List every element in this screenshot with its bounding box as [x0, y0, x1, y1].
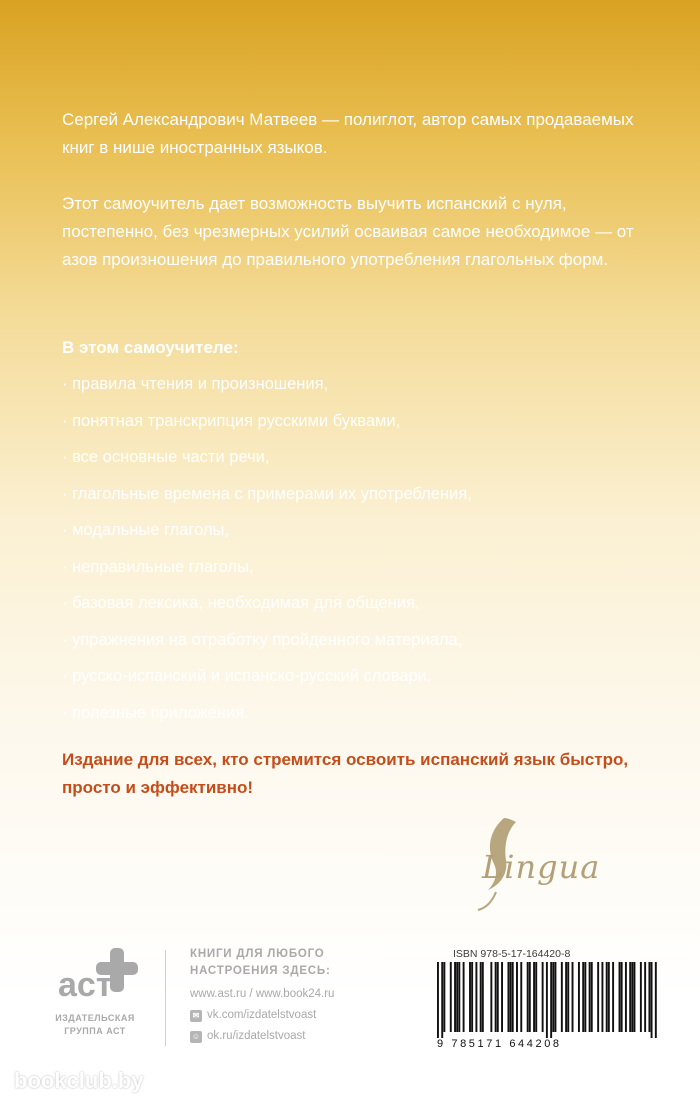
barcode-bar — [578, 962, 580, 1032]
barcode-bar — [631, 962, 633, 1032]
barcode-bar — [640, 962, 642, 1032]
list-item: · понятная транскрипция русскими буквами, — [62, 411, 401, 430]
vk-icon: ✉ — [190, 1010, 202, 1022]
barcode-bar — [608, 962, 610, 1032]
barcode-bar — [601, 962, 603, 1032]
ast-logo-icon — [40, 948, 150, 1058]
barcode-bar — [542, 962, 544, 1032]
list-item: · глагольные времена с примерами их употребления, — [62, 484, 472, 503]
barcode-bar — [495, 962, 497, 1032]
barcode-bar — [546, 962, 548, 1038]
barcode-bar — [529, 962, 531, 1032]
watermark: bookclub.by — [14, 1068, 144, 1093]
barcode-bar — [471, 962, 473, 1032]
barcode-bar — [644, 962, 646, 1032]
barcode-bar — [437, 962, 439, 1038]
barcode-bar — [552, 962, 554, 1032]
barcode-bar — [456, 962, 458, 1032]
barcode-bar — [606, 962, 608, 1032]
barcode-bar — [572, 962, 574, 1032]
barcode-bar — [619, 962, 621, 1032]
list-item: · базовая лексика, необходимая для общения, — [62, 594, 420, 612]
divider — [165, 950, 166, 1046]
ok-link[interactable]: ok.ru/izdatelstvoast — [207, 1030, 306, 1042]
ok-row[interactable] — [190, 1026, 334, 1047]
barcode-bar — [527, 962, 529, 1032]
barcode-digits: 9 785171 644208 — [437, 1038, 562, 1050]
barcode-bar — [450, 962, 452, 1032]
barcode-bar — [567, 962, 569, 1032]
barcode-bar — [480, 962, 482, 1032]
barcode-bar — [634, 962, 636, 1032]
barcode-bar — [582, 962, 584, 1032]
callout-text: Издание для всех, кто стремится освоить испанский язык быстро, просто и эффективно! — [62, 750, 629, 797]
barcode-bar — [565, 962, 567, 1032]
barcode-bar — [591, 962, 593, 1032]
barcode-bar — [510, 962, 512, 1032]
barcode-bar — [441, 962, 443, 1038]
publisher-promo — [190, 946, 334, 1047]
list-item: · правила чтения и произношения, — [62, 375, 329, 393]
barcode-bar — [612, 962, 614, 1032]
barcode-bar — [625, 962, 627, 1032]
barcode-bar — [589, 962, 591, 1032]
barcode-bar — [651, 962, 653, 1038]
list-item: · упражнения на отработку пройденного материала, — [62, 630, 463, 649]
author-intro: Сергей Александрович Матвеев — полиглот, автор самых продаваемых книг в нише иностранных языков. — [62, 110, 634, 157]
barcode-bar — [482, 962, 484, 1032]
barcode-bar — [655, 962, 657, 1038]
barcode-bar — [550, 962, 552, 1038]
book-description: Этот самоучитель дает возможность выучить испанский с нуля, постепенно, без чрезмерных усилий осваивая самое необходимое — от азов произношения до правильного употребления глагольных форм. — [62, 194, 634, 269]
barcode-bar — [621, 962, 623, 1032]
publisher-caption-line1: ИЗДАТЕЛЬСКАЯ — [55, 1013, 135, 1023]
barcode-icon — [437, 962, 657, 1038]
publisher-caption-line2: ГРУППА АСТ — [64, 1026, 126, 1036]
publisher-caption — [38, 1012, 152, 1038]
websites-link[interactable]: www.ast.ru / www.book24.ru — [190, 988, 335, 1000]
barcode-bar — [533, 962, 535, 1032]
list-item: · полезные приложения. — [62, 703, 249, 722]
series-logo-text: Lingua — [482, 848, 601, 886]
barcode-bar — [535, 962, 537, 1032]
barcode-bar — [629, 962, 631, 1032]
vk-row[interactable] — [190, 1005, 334, 1026]
barcode-bar — [469, 962, 471, 1032]
ok-icon: ☺ — [191, 1031, 201, 1041]
barcode-bar — [443, 962, 445, 1032]
barcode-bar — [458, 962, 460, 1032]
barcode-bar — [475, 962, 477, 1032]
barcode-bar — [584, 962, 586, 1032]
list-item: · неправильные глаголы, — [62, 557, 254, 576]
ast-logo-text: аст — [58, 966, 113, 1004]
barcode-bar — [516, 962, 518, 1032]
list-item: · модальные глаголы, — [62, 521, 229, 539]
barcode-bar — [554, 962, 556, 1032]
barcode-bar — [501, 962, 503, 1032]
barcode-bar — [520, 962, 522, 1032]
barcode-bar — [561, 962, 563, 1032]
barcode-bar — [648, 962, 650, 1032]
barcode-bar — [507, 962, 509, 1032]
barcode-bar — [463, 962, 465, 1032]
barcode-bar — [497, 962, 499, 1032]
isbn-label: ISBN 978-5-17-164420-8 — [453, 948, 571, 960]
barcode-bar — [490, 962, 492, 1032]
barcode-bar — [597, 962, 599, 1032]
list-item: · все основные части речи, — [62, 448, 270, 466]
promo-heading-line2: НАСТРОЕНИЯ ЗДЕСЬ: — [190, 965, 331, 977]
barcode-bar — [512, 962, 514, 1032]
promo-heading-line1: КНИГИ ДЛЯ ЛЮБОГО — [190, 948, 325, 960]
contents-heading: В этом самоучителе: — [62, 338, 239, 357]
contents-list — [62, 370, 472, 735]
vk-link[interactable]: vk.com/izdatelstvoast — [207, 1009, 317, 1021]
list-item: · русско-испанский и испанско-русский словари, — [62, 667, 432, 685]
barcode-bar — [454, 962, 456, 1032]
